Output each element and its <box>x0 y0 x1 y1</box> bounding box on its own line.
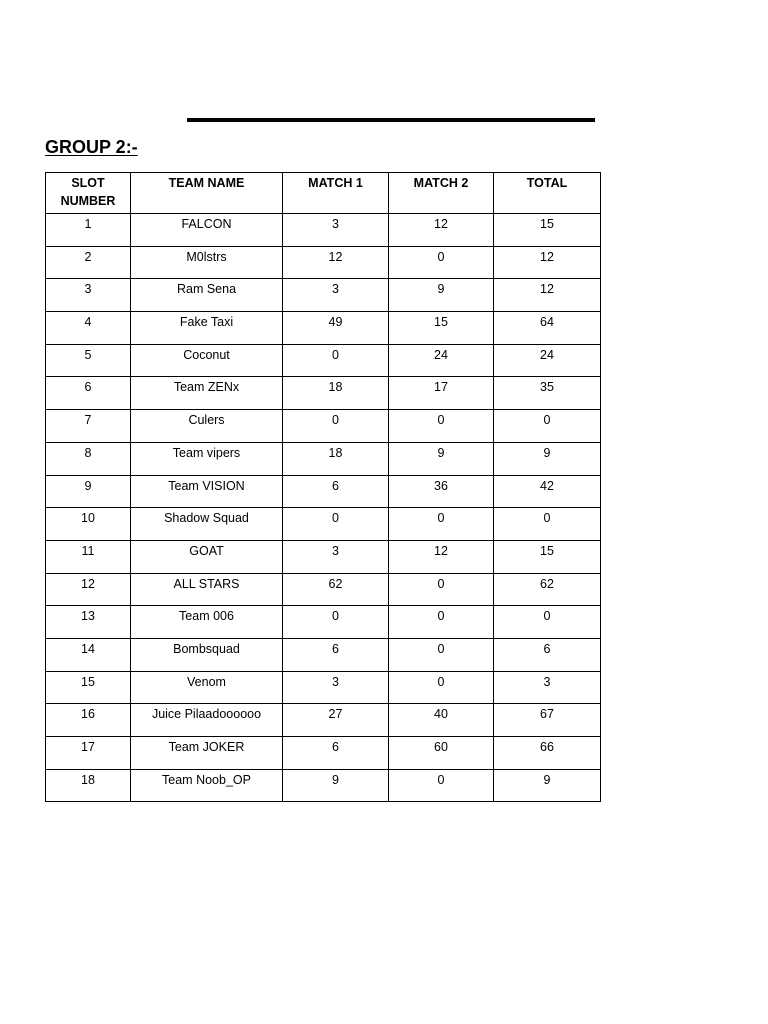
match1-cell: 3 <box>283 279 389 312</box>
team-name-cell: Team Noob_OP <box>131 769 283 802</box>
total-cell: 64 <box>494 312 601 345</box>
match2-cell: 12 <box>389 540 494 573</box>
match2-cell: 17 <box>389 377 494 410</box>
total-cell: 12 <box>494 246 601 279</box>
slot-cell: 10 <box>46 508 131 541</box>
total-cell: 9 <box>494 769 601 802</box>
table-row <box>46 377 601 410</box>
header-slot-line2: NUMBER <box>60 194 116 208</box>
match1-cell: 62 <box>283 573 389 606</box>
table-row <box>46 638 601 671</box>
match1-cell: 18 <box>283 377 389 410</box>
header-match1: MATCH 1 <box>283 173 389 214</box>
team-name-cell: Team 006 <box>131 606 283 639</box>
match2-cell: 0 <box>389 638 494 671</box>
total-cell: 6 <box>494 638 601 671</box>
team-name-cell: Coconut <box>131 344 283 377</box>
team-name-cell: ALL STARS <box>131 573 283 606</box>
slot-cell: 18 <box>46 769 131 802</box>
slot-cell: 16 <box>46 704 131 737</box>
team-name-cell: Venom <box>131 671 283 704</box>
header-total: TOTAL <box>494 173 601 214</box>
match1-cell: 0 <box>283 508 389 541</box>
total-cell: 42 <box>494 475 601 508</box>
table-row <box>46 214 601 247</box>
slot-cell: 4 <box>46 312 131 345</box>
team-name-cell: Shadow Squad <box>131 508 283 541</box>
total-cell: 66 <box>494 737 601 770</box>
total-cell: 12 <box>494 279 601 312</box>
match2-cell: 0 <box>389 410 494 443</box>
total-cell: 0 <box>494 508 601 541</box>
team-name-cell: M0lstrs <box>131 246 283 279</box>
slot-cell: 11 <box>46 540 131 573</box>
table-body <box>46 214 601 802</box>
table-row <box>46 442 601 475</box>
team-name-cell: Team JOKER <box>131 737 283 770</box>
table-row <box>46 246 601 279</box>
match2-cell: 36 <box>389 475 494 508</box>
total-cell: 15 <box>494 214 601 247</box>
table-row <box>46 671 601 704</box>
match1-cell: 27 <box>283 704 389 737</box>
slot-cell: 1 <box>46 214 131 247</box>
total-cell: 62 <box>494 573 601 606</box>
total-cell: 15 <box>494 540 601 573</box>
total-cell: 67 <box>494 704 601 737</box>
slot-cell: 9 <box>46 475 131 508</box>
team-name-cell: Ram Sena <box>131 279 283 312</box>
slot-cell: 14 <box>46 638 131 671</box>
table-row <box>46 279 601 312</box>
match1-cell: 0 <box>283 606 389 639</box>
match2-cell: 0 <box>389 606 494 639</box>
slot-cell: 12 <box>46 573 131 606</box>
match2-cell: 24 <box>389 344 494 377</box>
match2-cell: 9 <box>389 279 494 312</box>
slot-cell: 5 <box>46 344 131 377</box>
total-cell: 24 <box>494 344 601 377</box>
group-title: GROUP 2:- <box>45 137 138 157</box>
match1-cell: 49 <box>283 312 389 345</box>
table-row <box>46 312 601 345</box>
team-name-cell: Team ZENx <box>131 377 283 410</box>
slot-cell: 13 <box>46 606 131 639</box>
table-row <box>46 606 601 639</box>
total-cell: 3 <box>494 671 601 704</box>
match2-cell: 0 <box>389 246 494 279</box>
slot-cell: 3 <box>46 279 131 312</box>
team-name-cell: GOAT <box>131 540 283 573</box>
scores-table <box>45 172 601 802</box>
match2-cell: 12 <box>389 214 494 247</box>
team-name-cell: Juice Pilaadoooooo <box>131 704 283 737</box>
total-cell: 0 <box>494 606 601 639</box>
horizontal-rule <box>187 118 595 122</box>
match1-cell: 6 <box>283 475 389 508</box>
table-row <box>46 508 601 541</box>
team-name-cell: Culers <box>131 410 283 443</box>
match1-cell: 3 <box>283 671 389 704</box>
header-team-name: TEAM NAME <box>131 173 283 214</box>
table-row <box>46 573 601 606</box>
table-row <box>46 475 601 508</box>
table-row <box>46 540 601 573</box>
total-cell: 0 <box>494 410 601 443</box>
total-cell: 35 <box>494 377 601 410</box>
match2-cell: 9 <box>389 442 494 475</box>
table-row <box>46 704 601 737</box>
slot-cell: 7 <box>46 410 131 443</box>
table-row <box>46 344 601 377</box>
match1-cell: 18 <box>283 442 389 475</box>
table-row <box>46 410 601 443</box>
slot-cell: 2 <box>46 246 131 279</box>
team-name-cell: Fake Taxi <box>131 312 283 345</box>
table-row <box>46 769 601 802</box>
slot-cell: 15 <box>46 671 131 704</box>
match2-cell: 60 <box>389 737 494 770</box>
match2-cell: 0 <box>389 769 494 802</box>
match1-cell: 0 <box>283 344 389 377</box>
team-name-cell: Bombsquad <box>131 638 283 671</box>
match2-cell: 15 <box>389 312 494 345</box>
slot-cell: 8 <box>46 442 131 475</box>
header-slot-number <box>46 173 131 214</box>
header-match2: MATCH 2 <box>389 173 494 214</box>
match1-cell: 0 <box>283 410 389 443</box>
total-cell: 9 <box>494 442 601 475</box>
match1-cell: 12 <box>283 246 389 279</box>
match1-cell: 6 <box>283 638 389 671</box>
match2-cell: 0 <box>389 508 494 541</box>
match2-cell: 40 <box>389 704 494 737</box>
team-name-cell: FALCON <box>131 214 283 247</box>
table-row <box>46 737 601 770</box>
match1-cell: 3 <box>283 540 389 573</box>
slot-cell: 17 <box>46 737 131 770</box>
slot-cell: 6 <box>46 377 131 410</box>
match1-cell: 9 <box>283 769 389 802</box>
header-slot-line1: SLOT <box>71 176 105 190</box>
match2-cell: 0 <box>389 671 494 704</box>
table-header-row <box>46 173 601 214</box>
team-name-cell: Team VISION <box>131 475 283 508</box>
match2-cell: 0 <box>389 573 494 606</box>
team-name-cell: Team vipers <box>131 442 283 475</box>
match1-cell: 6 <box>283 737 389 770</box>
match1-cell: 3 <box>283 214 389 247</box>
